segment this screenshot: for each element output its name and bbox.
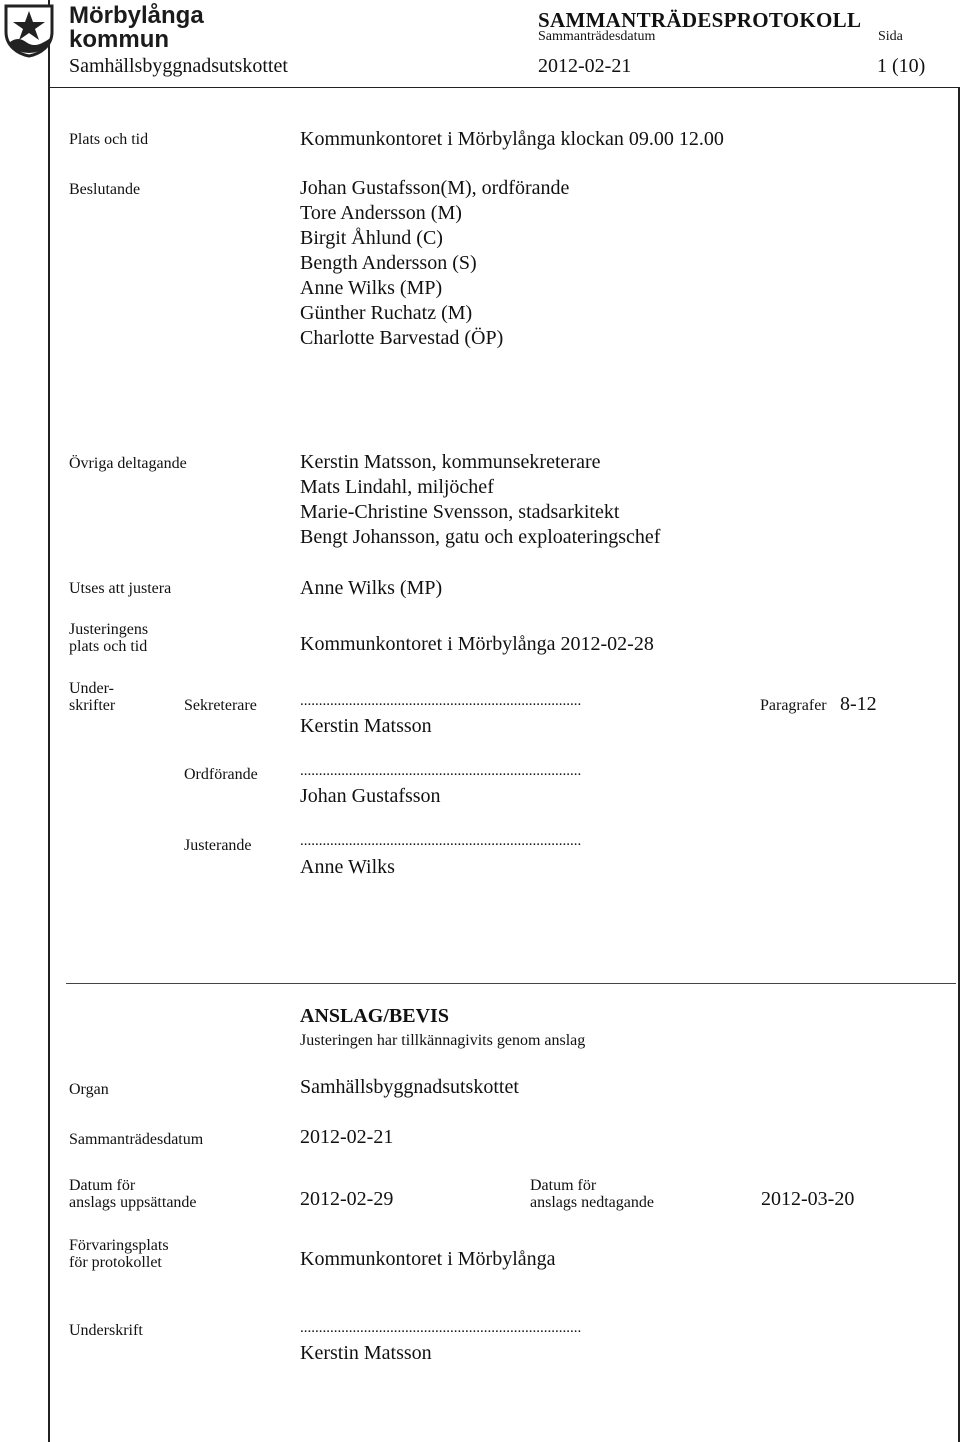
municipality-logo — [2, 2, 68, 58]
chair-label: Ordförande — [184, 766, 258, 783]
secretary-label: Sekreterare — [184, 697, 257, 714]
notice-meeting-date-value: 2012-02-21 — [300, 1126, 394, 1148]
decider-item: Birgit Åhlund (C) — [300, 227, 443, 249]
posting-date-value: 2012-02-29 — [300, 1188, 394, 1210]
deciders-label: Beslutande — [69, 181, 141, 198]
storage-label-line1: Förvaringsplats — [69, 1237, 169, 1254]
document-title: SAMMANTRÄDESPROTOKOLL — [538, 8, 862, 32]
signature-label: Underskrift — [69, 1322, 143, 1339]
posting-date-label-line1: Datum för — [69, 1177, 136, 1194]
chair-signature-line: ........................................................................... — [300, 763, 582, 779]
storage-value: Kommunkontoret i Mörbylånga — [300, 1248, 556, 1270]
notice-signature-name: Kerstin Matsson — [300, 1342, 432, 1364]
organ-value: Samhällsbyggnadsutskottet — [300, 1076, 519, 1098]
notice-signature-line: ........................................................................... — [300, 1320, 582, 1336]
secretary-signature-line: ........................................................................... — [300, 693, 582, 709]
decider-item: Günther Ruchatz (M) — [300, 302, 473, 324]
logo-name-line1: Mörbylånga — [69, 2, 204, 29]
decider-item: Charlotte Barvestad (ÖP) — [300, 327, 504, 349]
removal-date-value: 2012-03-20 — [761, 1188, 855, 1210]
adjuster-name: Anne Wilks — [300, 856, 395, 878]
decider-item: Bength Andersson (S) — [300, 252, 477, 274]
removal-date-label-line1: Datum för — [530, 1177, 597, 1194]
storage-label-line2: för protokollet — [69, 1254, 162, 1271]
notice-meeting-date-label: Sammanträdesdatum — [69, 1131, 204, 1148]
deciders-list — [300, 176, 569, 351]
left-border-line — [48, 0, 50, 1442]
adjuster-signature-line: ........................................................................... — [300, 833, 582, 849]
participant-item: Kerstin Matsson, kommunsekreterare — [300, 451, 601, 473]
header-divider-line — [50, 87, 960, 88]
adjuster-label: Utses att justera — [69, 580, 172, 597]
decider-item: Johan Gustafsson(M), ordförande — [300, 177, 570, 199]
coat-of-arms-icon — [2, 2, 68, 58]
notice-divider-line — [66, 983, 956, 984]
page-number: 1 (10) — [877, 55, 926, 77]
participant-item: Bengt Johansson, gatu och exploateringschef — [300, 526, 661, 548]
adjust-place-label-line1: Justeringens — [69, 621, 149, 638]
meeting-date: 2012-02-21 — [538, 55, 632, 77]
paragraphs-value: 8-12 — [840, 693, 877, 715]
participant-item: Marie-Christine Svensson, stadsarkitekt — [300, 501, 620, 523]
place-value: Kommunkontoret i Mörbylånga klockan 09.00 12.00 — [300, 128, 724, 150]
posting-date-label — [69, 1177, 197, 1211]
decider-item: Tore Andersson (M) — [300, 202, 462, 224]
adjust-place-label-line2: plats och tid — [69, 638, 148, 655]
decider-item: Anne Wilks (MP) — [300, 277, 443, 299]
chair-name: Johan Gustafsson — [300, 785, 441, 807]
adjust-place-value: Kommunkontoret i Mörbylånga 2012-02-28 — [300, 633, 654, 655]
place-label: Plats och tid — [69, 131, 149, 148]
notice-title: ANSLAG/BEVIS — [300, 1005, 449, 1027]
adjust-place-label — [69, 621, 148, 655]
adjuster-signature-label: Justerande — [184, 837, 252, 854]
signatures-label-line2: skrifter — [69, 697, 116, 714]
secretary-name: Kerstin Matsson — [300, 715, 432, 737]
removal-date-label-line2: anslags nedtagande — [530, 1194, 654, 1211]
posting-date-label-line2: anslags uppsättande — [69, 1194, 197, 1211]
removal-date-label — [530, 1177, 654, 1211]
notice-subtitle: Justeringen har tillkännagivits genom anslag — [300, 1032, 586, 1049]
adjuster-value: Anne Wilks (MP) — [300, 577, 443, 599]
signatures-label-line1: Under- — [69, 680, 114, 697]
meeting-date-caption: Sammanträdesdatum — [538, 29, 656, 44]
organ-label: Organ — [69, 1081, 109, 1098]
logo-name-line2: kommun — [69, 26, 170, 53]
committee-name: Samhällsbyggnadsutskottet — [69, 55, 288, 77]
participant-item: Mats Lindahl, miljöchef — [300, 476, 494, 498]
page-caption: Sida — [878, 29, 903, 44]
signatures-label — [69, 680, 115, 714]
storage-label — [69, 1237, 169, 1271]
others-label: Övriga deltagande — [69, 455, 187, 472]
paragraphs-label: Paragrafer — [760, 697, 827, 714]
others-list — [300, 450, 660, 550]
